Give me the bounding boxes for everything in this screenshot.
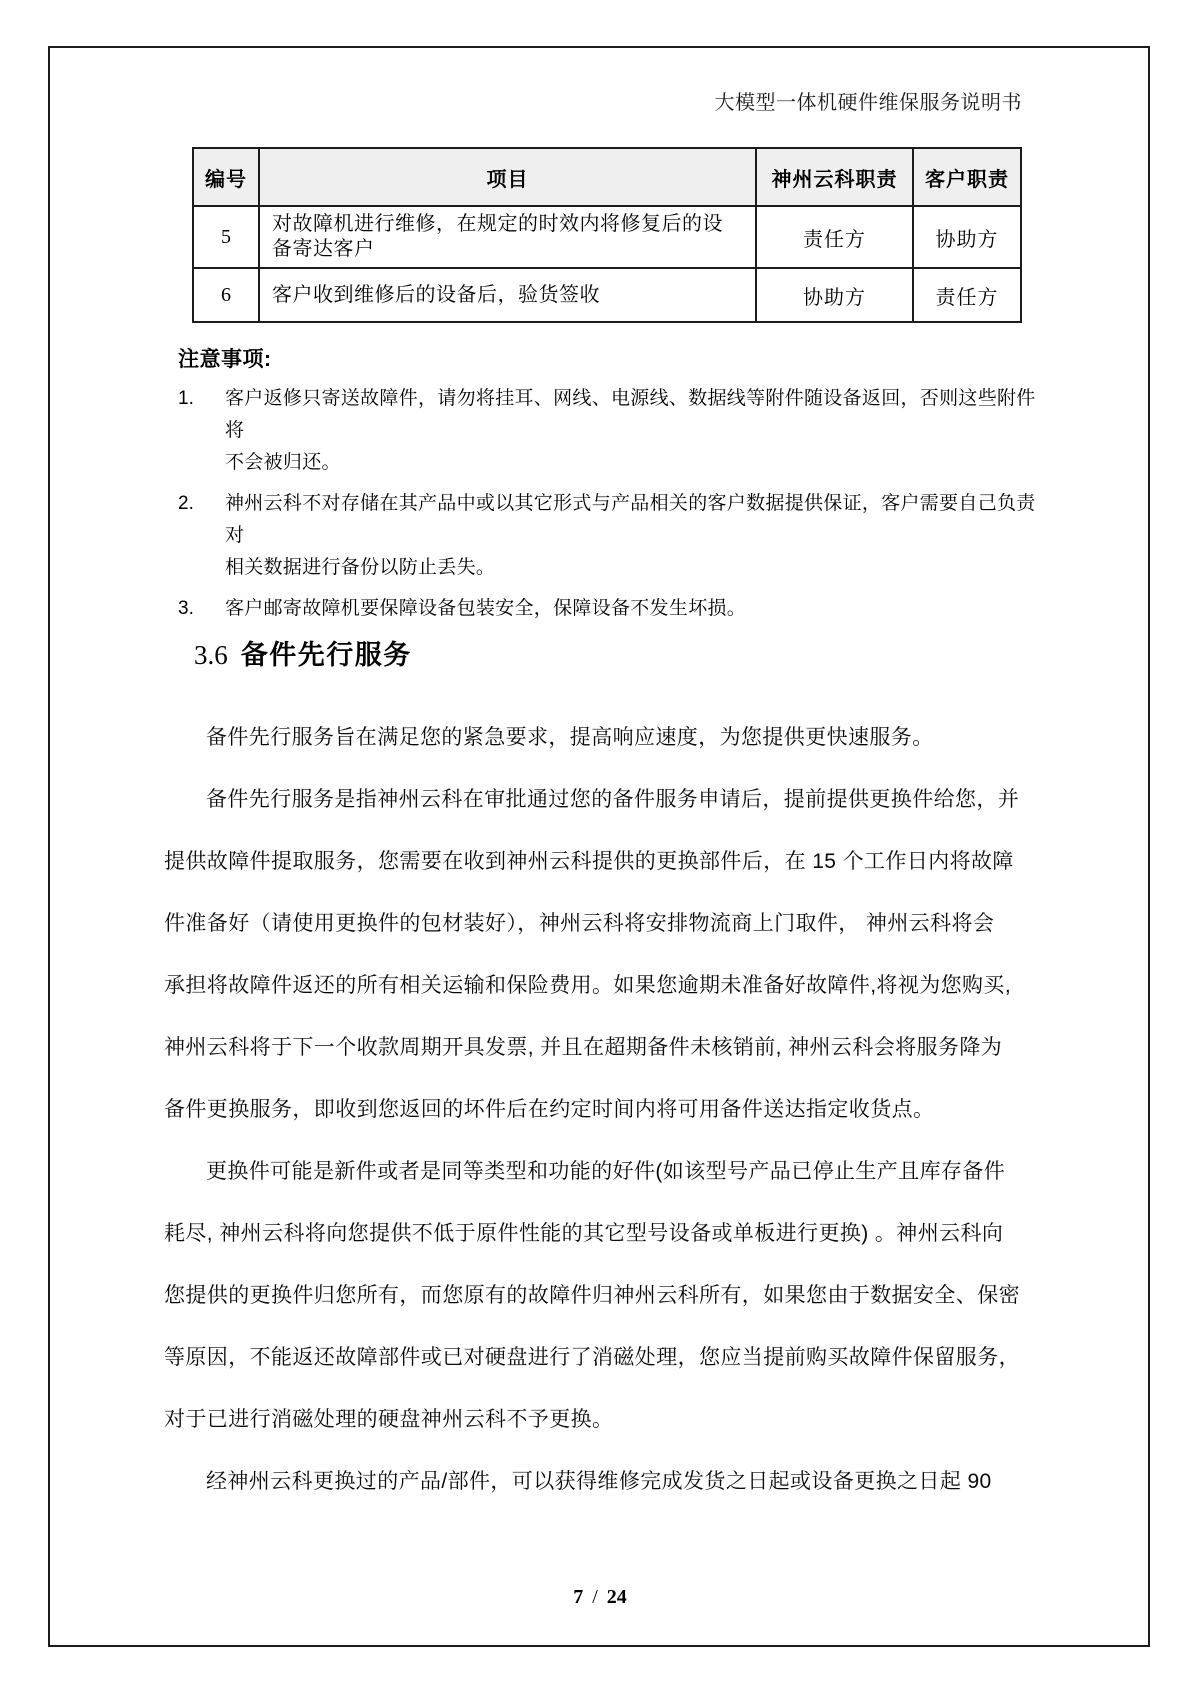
running-header-title: 大模型一体机硬件维保服务说明书 xyxy=(714,92,1022,114)
body-paragraphs xyxy=(164,707,1050,1513)
body-line: 您提供的更换件归您所有，而您原有的故障件归神州云科所有，如果您由于数据安全、保密 xyxy=(164,1284,1020,1307)
cell-vendor-role: 责任方 xyxy=(756,206,913,268)
list-item-number: 2. xyxy=(178,493,194,514)
body-line: 经神州云科更换过的产品/部件，可以获得维修完成发货之日起或设备更换之日起 90 xyxy=(206,1470,992,1493)
list-item-number: 3. xyxy=(178,598,194,619)
body-line: 更换件可能是新件或者是同等类型和功能的好件(如该型号产品已停止生产且库存备件 xyxy=(206,1160,1006,1183)
body-line: 神州云科将于下一个收款周期开具发票, 并且在超期备件未核销前, 神州云科会将服务降为 xyxy=(164,1036,1003,1059)
cell-customer-role: 责任方 xyxy=(913,268,1021,322)
body-line: 件准备好（请使用更换件的包材装好），神州云科将安排物流商上门取件， 神州云科将会 xyxy=(164,912,995,935)
note-line: 不会被归还。 xyxy=(225,452,341,473)
cell-customer-role: 协助方 xyxy=(913,206,1021,268)
note-line: 客户返修只寄送故障件，请勿将挂耳、网线、电源线、数据线等附件随设备返回，否则这些附件将 xyxy=(225,388,1036,441)
notes-list xyxy=(178,383,1042,634)
notes-title: 注意事项: xyxy=(178,348,272,371)
list-item-text xyxy=(225,488,1042,584)
cell-item-text: 客户收到维修后的设备后，验货签收 xyxy=(259,268,756,322)
note-line: 相关数据进行备份以防止丢失。 xyxy=(225,557,496,578)
list-item-text xyxy=(225,383,1042,479)
list-item xyxy=(178,488,1042,584)
list-item-number: 1. xyxy=(178,388,194,409)
col-header-item: 项目 xyxy=(259,148,756,206)
body-line: 备件先行服务旨在满足您的紧急要求，提高响应速度，为您提供更快速服务。 xyxy=(206,726,934,749)
note-line: 神州云科不对存储在其产品中或以其它形式与产品相关的客户数据提供保证，客户需要自己负责对 xyxy=(225,493,1036,546)
body-line: 提供故障件提取服务，您需要在收到神州云科提供的更换部件后，在 15 个工作日内将故障 xyxy=(164,850,1014,873)
section-heading xyxy=(194,633,412,672)
col-header-customer: 客户职责 xyxy=(913,148,1021,206)
body-line: 对于已进行消磁处理的硬盘神州云科不予更换。 xyxy=(164,1408,614,1431)
cell-vendor-role: 协助方 xyxy=(756,268,913,322)
table-row xyxy=(193,268,1021,322)
table-row xyxy=(193,206,1021,268)
body-line: 耗尽, 神州云科将向您提供不低于原件性能的其它型号设备或单板进行更换) 。神州云科向 xyxy=(164,1222,1004,1245)
list-item xyxy=(178,383,1042,479)
body-line: 备件先行服务是指神州云科在审批通过您的备件服务申请后，提前提供更换件给您，并 xyxy=(206,788,1020,811)
section-title: 备件先行服务 xyxy=(240,640,412,670)
body-line: 备件更换服务，即收到您返回的坏件后在约定时间内将可用备件送达指定收货点。 xyxy=(164,1098,935,1121)
cell-row-number: 5 xyxy=(193,206,259,268)
page-number-separator: / xyxy=(592,1586,598,1608)
cell-item-text: 对故障机进行维修，在规定的时效内将修复后的设备寄达客户 xyxy=(259,206,756,268)
page-footer xyxy=(0,1586,1200,1609)
col-header-vendor: 神州云科职责 xyxy=(756,148,913,206)
cell-row-number: 6 xyxy=(193,268,259,322)
list-item xyxy=(178,593,1042,625)
body-line: 承担将故障件返还的所有相关运输和保险费用。如果您逾期未准备好故障件,将视为您购买, xyxy=(164,974,1012,997)
responsibility-table xyxy=(192,147,1022,323)
note-line: 客户邮寄故障机要保障设备包装安全，保障设备不发生坏损。 xyxy=(225,598,747,619)
section-number: 3.6 xyxy=(194,640,228,670)
list-item-text xyxy=(225,593,1042,625)
page-number-total: 24 xyxy=(606,1586,627,1608)
table-header-row xyxy=(193,148,1021,206)
page-number-current: 7 xyxy=(573,1586,584,1608)
body-line: 等原因，不能返还故障部件或已对硬盘进行了消磁处理，您应当提前购买故障件保留服务， xyxy=(164,1346,1020,1369)
col-header-number: 编号 xyxy=(193,148,259,206)
